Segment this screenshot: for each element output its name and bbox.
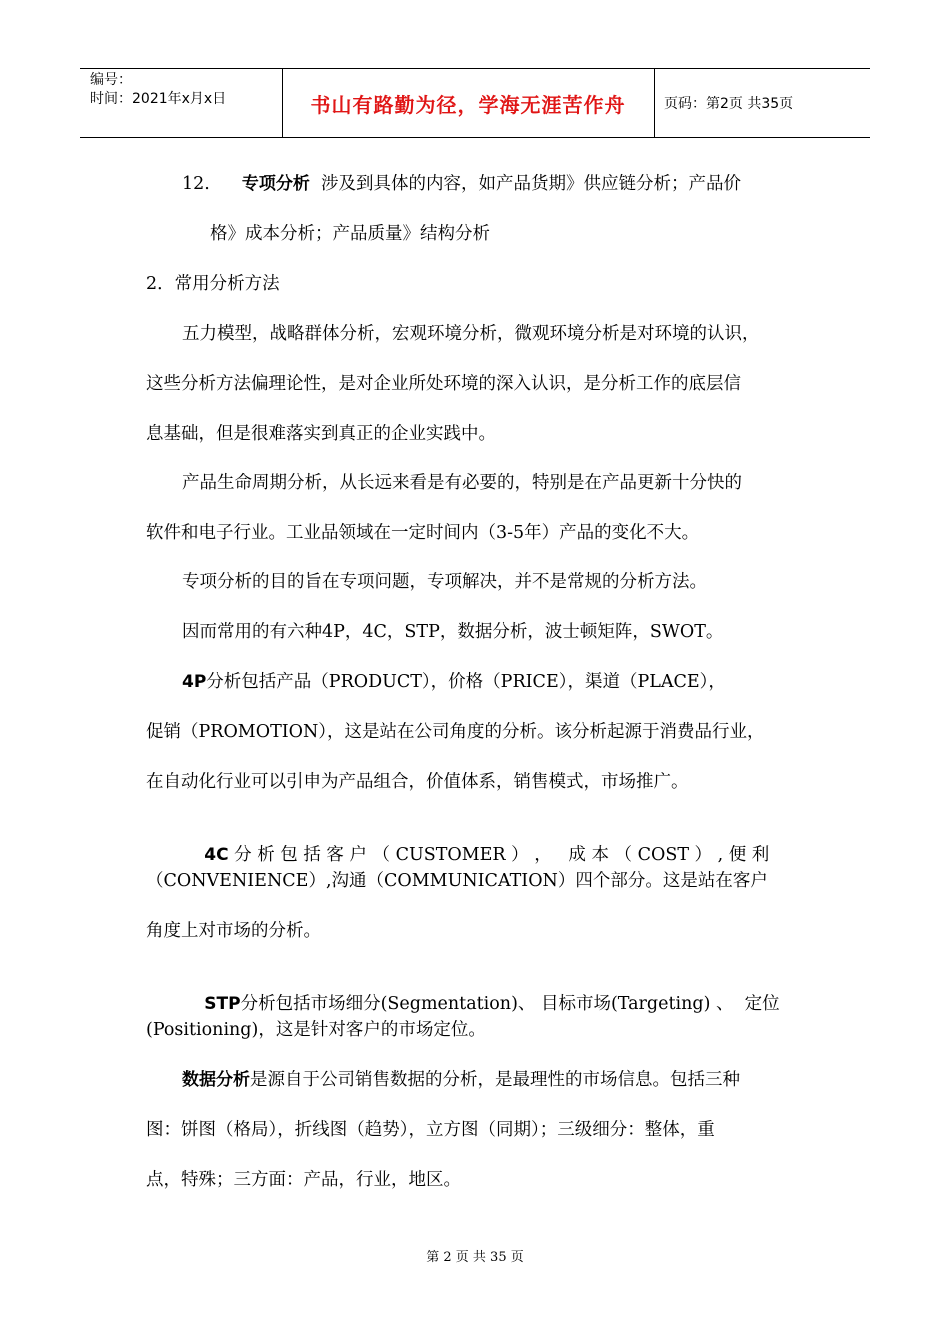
para-5-line-1 [182,670,726,694]
para-5-line-2: 促销（PROMOTION），这是站在公司角度的分析。该分析起源于消费品行业， [146,722,765,742]
header-page-info: 页码：第2页 共35页 [664,96,794,112]
item-12-number: 12. [182,174,210,194]
para-8-line-3: 点，特殊；三方面：产品，行业，地区。 [146,1170,461,1190]
para-8-line-1 [182,1068,740,1092]
para-4-line-1: 因而常用的有六种4P，4C，STP，数据分析，波士顿矩阵，SWOT。 [182,622,724,642]
para-2-line-2: 软件和电子行业。工业品领域在一定时间内（3-5年）产品的变化不大。 [146,523,700,543]
para-5-line-3: 在自动化行业可以引申为产品组合，价值体系，销售模式，市场推广。 [146,772,689,792]
para-1-line-1: 五力模型，战略群体分析，宏观环境分析，微观环境分析是对环境的认识， [182,324,760,344]
para-5-text: 分析包括产品（PRODUCT），价格（PRICE），渠道（PLACE）， [206,672,726,692]
item-12-text: 涉及到具体的内容，如产品货期》供应链分析；产品价 [320,174,741,194]
section-2-title: 2．常用分析方法 [146,274,280,294]
item-12-line-1 [182,172,741,196]
para-3-line-1: 专项分析的目的旨在专项问题，专项解决，并不是常规的分析方法。 [182,572,707,592]
para-2-line-1: 产品生命周期分析，从长远来看是有必要的，特别是在产品更新十分快的 [182,473,742,493]
time-label: 时间：2021年x月x日 [90,91,227,107]
para-1-line-3: 息基础，但是很难落实到真正的企业实践中。 [146,424,496,444]
para-5-heading: 4P [182,672,207,692]
para-7-line-2: (Positioning)，这是针对客户的市场定位。 [146,1020,486,1040]
page-footer: 第 2 页 共 35 页 [426,1250,524,1265]
item-12-line-2: 格》成本分析；产品质量》结构分析 [210,224,490,244]
para-1-line-2: 这些分析方法偏理论性，是对企业所处环境的深入认识，是分析工作的底层信 [146,374,741,394]
item-12-heading: 专项分析 [241,174,310,194]
para-7-text: 分析包括市场细分(Segmentation)、 目标市场(Targeting) 、 定位 [240,994,780,1014]
para-6-line-3: 角度上对市场的分析。 [146,921,321,941]
para-8-line-2: 图：饼图（格局），折线图（趋势），立方图（同期）；三级细分：整体，重 [146,1120,715,1140]
para-6-line-2: （CONVENIENCE）,沟通（COMMUNICATION）四个部分。这是站在客户 [146,871,768,891]
para-6-heading: 4C [204,845,229,865]
page-header [80,68,870,138]
header-motto: 书山有路勤为径，学海无涯苦作舟 [282,69,655,137]
para-8-heading: 数据分析 [182,1070,250,1090]
para-8-text: 是源自于公司销售数据的分析，是最理性的市场信息。包括三种 [250,1070,740,1090]
header-meta-cell [80,69,283,137]
para-7-heading: STP [204,994,241,1014]
number-label: 编号： [90,72,132,88]
para-6-text: 分 析 包 括 客 户 （ CUSTOMER ） ， 成 本 （ COST ） , 便 利 [228,845,770,865]
